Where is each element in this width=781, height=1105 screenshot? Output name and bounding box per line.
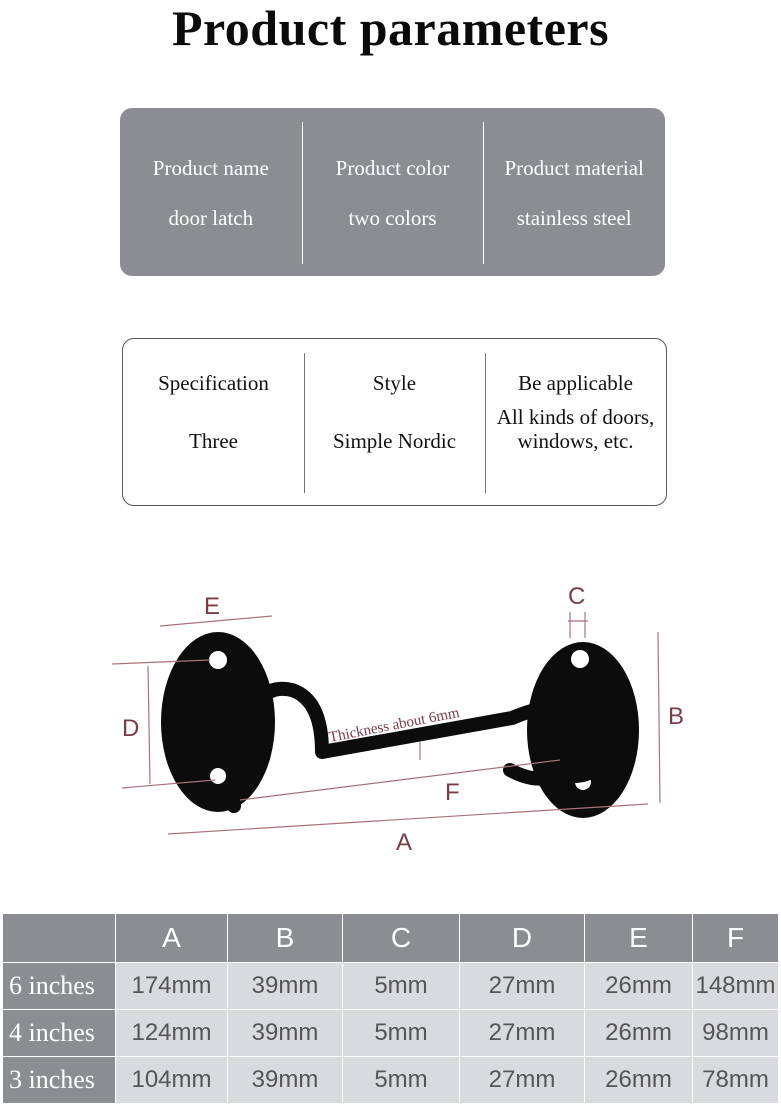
dimensions-table	[2, 913, 779, 1104]
table-cell: 78mm	[693, 1057, 779, 1104]
header-d: D	[460, 914, 585, 963]
table-cell: 5mm	[343, 963, 460, 1010]
spec-label: Style	[372, 371, 417, 395]
table-cell: 148mm	[693, 963, 779, 1010]
spec-cell-applicable	[485, 339, 666, 505]
dimension-line-f	[240, 760, 560, 800]
header-e: E	[585, 914, 693, 963]
info-value: stainless steel	[516, 206, 632, 230]
table-cell: 174mm	[116, 963, 228, 1010]
table-cell: 39mm	[228, 963, 343, 1010]
table-cell: 27mm	[460, 1057, 585, 1104]
spec-value: Three	[189, 429, 238, 453]
table-cell: 104mm	[116, 1057, 228, 1104]
header-a: A	[116, 914, 228, 963]
table-cell: 5mm	[343, 1057, 460, 1104]
table-row	[3, 1057, 779, 1104]
row-label: 4 inches	[3, 1010, 116, 1057]
table-cell: 98mm	[693, 1010, 779, 1057]
header-f: F	[693, 914, 779, 963]
info-value: door latch	[168, 206, 254, 230]
info-label: Product material	[504, 156, 644, 180]
label-d: D	[122, 715, 140, 742]
product-info-panel	[120, 108, 665, 276]
spec-cell-specification	[123, 339, 304, 505]
table-cell: 39mm	[228, 1010, 343, 1057]
thickness-note: Thickness about 6mm	[327, 704, 461, 746]
info-cell-material	[483, 108, 665, 276]
table-cell: 39mm	[228, 1057, 343, 1104]
info-value: two colors	[348, 206, 437, 230]
row-label: 6 inches	[3, 963, 116, 1010]
header-c: C	[343, 914, 460, 963]
spec-value: All kinds of doors, windows, etc.	[496, 405, 655, 453]
dimension-line-d	[148, 666, 150, 784]
table-header-row	[3, 914, 779, 963]
label-b: B	[668, 703, 685, 730]
table-cell: 26mm	[585, 963, 693, 1010]
table-cell: 124mm	[116, 1010, 228, 1057]
product-spec-panel	[122, 338, 667, 506]
spec-label: Specification	[158, 371, 269, 395]
label-f: F	[445, 779, 460, 806]
table-cell: 27mm	[460, 1010, 585, 1057]
table-cell: 26mm	[585, 1057, 693, 1104]
table-cell: 27mm	[460, 963, 585, 1010]
spec-label: Be applicable	[518, 371, 633, 395]
info-label: Product name	[152, 156, 269, 180]
table-row	[3, 1010, 779, 1057]
info-cell-color	[302, 108, 484, 276]
info-label: Product color	[335, 156, 450, 180]
page-title: Product parameters	[171, 0, 610, 56]
label-e: E	[204, 593, 221, 620]
left-screw-hole-bottom	[210, 768, 226, 784]
table-cell: 5mm	[343, 1010, 460, 1057]
label-c: C	[568, 583, 586, 610]
header-corner	[3, 914, 116, 963]
spec-value: Simple Nordic	[332, 429, 457, 453]
table-row	[3, 963, 779, 1010]
latch-dimension-diagram	[0, 560, 781, 890]
table-cell: 26mm	[585, 1010, 693, 1057]
spec-cell-style	[304, 339, 485, 505]
row-label: 3 inches	[3, 1057, 116, 1104]
info-cell-name	[120, 108, 302, 276]
dimension-line-b	[658, 632, 660, 803]
label-a: A	[396, 829, 413, 856]
right-screw-hole-top	[571, 650, 589, 668]
left-screw-hole-top	[209, 651, 227, 669]
header-b: B	[228, 914, 343, 963]
